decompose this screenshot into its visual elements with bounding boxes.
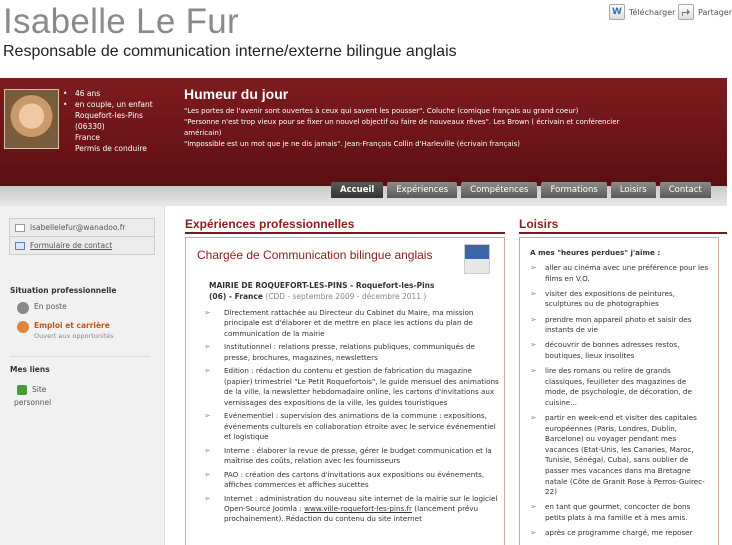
- list-item: ➢ Institutionnel : relations presse, relations publiques, communiqués de presse, brochures, magazines, newsletters: [204, 342, 500, 363]
- emploi-entry: [17, 321, 114, 341]
- main-nav-tabs: [331, 182, 711, 198]
- list-item: ➢ visiter des expositions de peintures, sculptures ou de photographies: [530, 289, 710, 310]
- profile-status: • en couple, un enfant: [63, 99, 153, 110]
- loisirs-intro: A mes "heures perdues" j'aime :: [530, 248, 661, 257]
- list-item: ➢ Internet : administration du nouveau site internet de la mairie sur le logiciel Open-Source Joomla : www.ville-roquefort-les-pins.fr (lancement prévu prochainement). Rédaction du contenu du site internet: [204, 494, 500, 525]
- list-item: ➢ lire des romans ou relire de grands classiques, feuilleter des magazines de mode, de psychologie, de décoration, de cuisine...: [530, 366, 710, 408]
- share-arrow-icon: [678, 4, 694, 20]
- tab-formations[interactable]: Formations: [541, 182, 606, 198]
- profile-age: • 46 ans: [63, 88, 153, 99]
- experiences-heading: Expériences professionnelles: [185, 217, 355, 231]
- tab-experiences[interactable]: Expériences: [387, 182, 457, 198]
- contact-form-link[interactable]: Formulaire de contact: [30, 241, 113, 250]
- job-title: Chargée de Communication bilingue anglais: [197, 248, 433, 262]
- envelope-icon: [15, 224, 25, 232]
- word-doc-icon: W: [609, 4, 625, 20]
- share-button[interactable]: [678, 4, 732, 20]
- list-item: ➢ Edition : rédaction du contenu et gestion de fabrication du magazine (papier) trimestriel "Le Petit Roquefortois", le guide mensuel des animations de la ville, la newsletter hebdomadaire online, les cartons d'invitations aux vernissages des expositions de la ville, les guides touristiques: [204, 366, 500, 408]
- links-heading: Mes liens: [10, 365, 50, 374]
- site-link[interactable]: Site: [17, 385, 46, 395]
- list-item: ➢ aller au cinéma avec une préférence pour les films en V.O.: [530, 263, 710, 284]
- emploi-sub: Ouvert aux opportunités: [34, 332, 114, 340]
- list-item: ➢ Directement rattachée au Directeur du Cabinet du Maire, ma mission principale est d'élaborer et de mettre en place les actions du plan de communication de la mairie: [204, 308, 500, 339]
- sidebar: [0, 206, 165, 545]
- list-item: ➢ PAO : création des cartons d'invitations aux expositions ou événements, affiches commerces et affiches sucettes: [204, 470, 500, 491]
- contact-form-item[interactable]: [10, 236, 154, 254]
- duties-list: [204, 308, 500, 528]
- page-title: Isabelle Le Fur: [3, 2, 240, 41]
- divider: [10, 356, 150, 357]
- person-icon: [17, 302, 29, 314]
- job-location: (06) - France (CDD - septembre 2009 - décembre 2011 ): [209, 292, 427, 301]
- profile-license: Permis de conduire: [75, 144, 147, 153]
- divider: [519, 232, 727, 234]
- profile-postcode: (06330): [75, 122, 105, 131]
- link-icon: [17, 385, 27, 395]
- tab-competences[interactable]: Compétences: [461, 182, 537, 198]
- list-item: ➢ Interne : élaborer la revue de presse, gérer le budget communication et la maîtrise des coûts, relation avec les fournisseurs: [204, 446, 500, 467]
- divider: [185, 232, 505, 234]
- emploi-title: Emploi et carrière: [34, 321, 110, 330]
- list-item: ➢ après ce programme chargé, me reposer: [530, 528, 710, 539]
- humeur-quotes: [184, 106, 624, 150]
- list-item: ➢ en tant que gourmet, concocter de bons petits plats à ma famille et à mes amis.: [530, 502, 710, 523]
- quote: "Les portes de l'avenir sont ouvertes à ceux qui savent les pousser". Coluche (comique français au grand coeur): [184, 107, 579, 115]
- tab-loisirs[interactable]: Loisirs: [611, 182, 656, 198]
- download-label: Télécharger: [629, 7, 676, 17]
- situation-heading: Situation professionnelle: [10, 286, 117, 295]
- page-subtitle: Responsable de communication interne/externe bilingue anglais: [3, 43, 457, 60]
- emploi-icon: [17, 321, 29, 333]
- loisirs-card: [519, 237, 719, 545]
- list-item: ➢ partir en week-end et visiter des capitales européennes (Paris, Londres, Dublin, Barcelone) ou voyager pendant mes vacances (Etat-Unis, les Canaries, Maroc, Tunisie, Sénégal, Cuba), sans oublier de passer mes vacances dans ma Bretagne natale (Côte de Granit Rose à Perros-Guirec-22): [530, 413, 710, 498]
- tab-contact[interactable]: Contact: [660, 182, 711, 198]
- profile-info: [63, 88, 153, 154]
- site-link-line2[interactable]: personnel: [14, 398, 52, 407]
- list-item: ➢ découvrir de bonnes adresses restos, boutiques, lieux insolites: [530, 340, 710, 361]
- humeur-title: Humeur du jour: [184, 86, 289, 102]
- download-button[interactable]: [609, 4, 675, 20]
- tab-accueil[interactable]: Accueil: [331, 182, 383, 198]
- company-logo: [464, 244, 490, 274]
- list-item: ➢ prendre mon appareil photo et saisir des instants de vie: [530, 315, 710, 336]
- form-icon: [15, 242, 25, 250]
- website-link[interactable]: www.ville-roquefort-les-pins.fr: [304, 504, 413, 514]
- avatar: [4, 89, 59, 149]
- hobbies-list: [530, 263, 710, 543]
- job-dates: (CDD - septembre 2009 - décembre 2011 ): [265, 292, 427, 301]
- experience-card: [185, 237, 505, 545]
- quote: "Personne n'est trop vieux pour se fixer un nouvel objectif ou faire de nouveaux rêves". Les Brown ( écrivain et conférencier américain): [184, 118, 620, 137]
- email-text: isabellelefur@wanadoo.fr: [30, 223, 126, 232]
- quote: "Impossible est un mot que je ne dis jamais". Jean-François Collin d'Harleville (écrivain français): [184, 140, 520, 148]
- share-label: Partager: [698, 7, 732, 17]
- job-company: MAIRIE DE ROQUEFORT-LES-PINS - Roquefort-les-Pins: [209, 281, 435, 290]
- loisirs-heading: Loisirs: [519, 217, 559, 231]
- list-item: ➢ Evénementiel : supervision des animations de la commune : expositions, événements culturels en collaboration étroite avec le service événementiel et logistique: [204, 411, 500, 442]
- profile-country: France: [75, 133, 100, 142]
- profile-city: Roquefort-les-Pins: [75, 111, 143, 120]
- email-item[interactable]: [10, 219, 154, 236]
- situation-current: En poste: [17, 302, 67, 314]
- contact-box: [9, 218, 155, 255]
